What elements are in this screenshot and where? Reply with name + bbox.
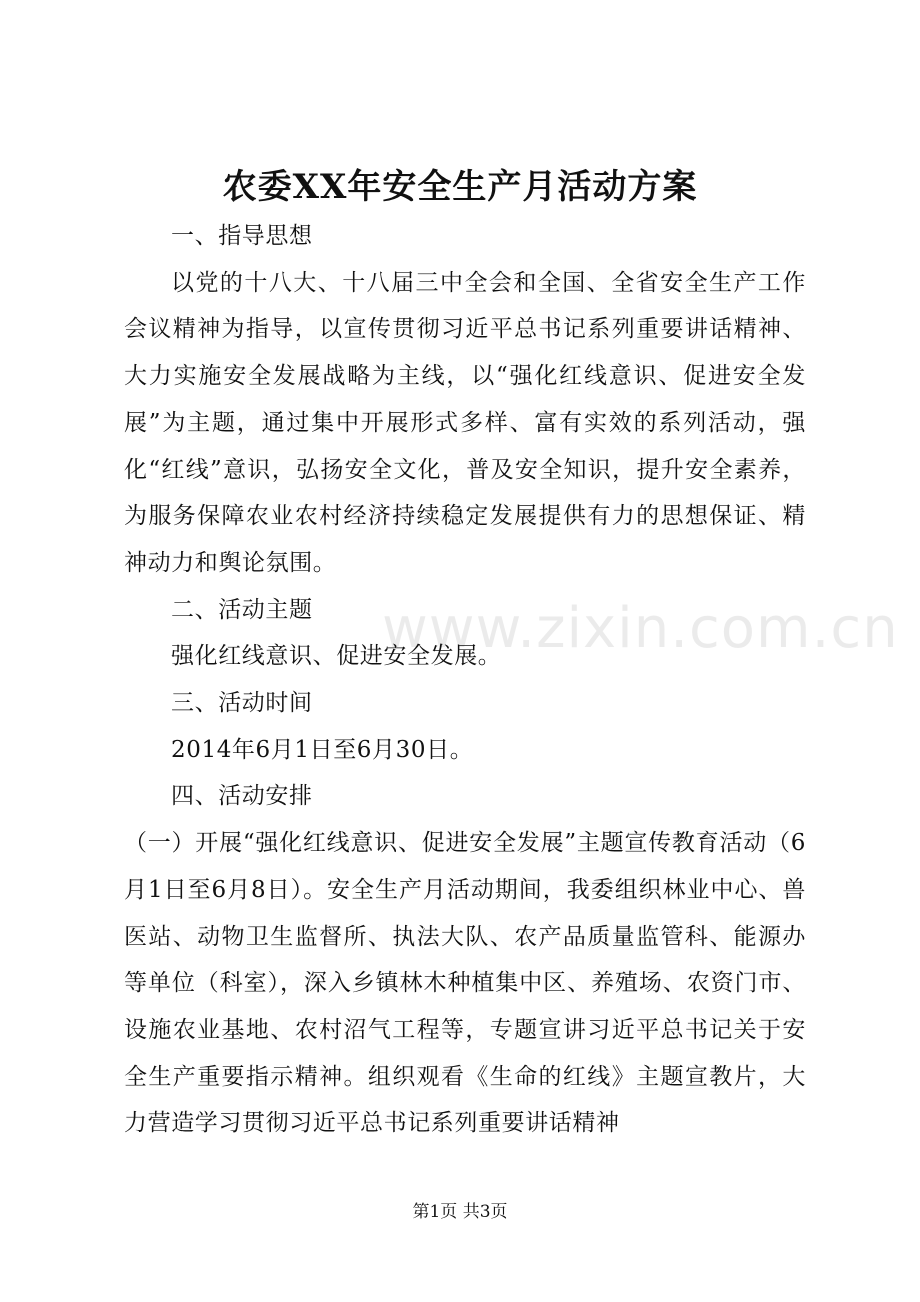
- paragraph-activity-theme: 强化红线意识、促进安全发展。: [171, 643, 502, 670]
- document-title: 农委XX年安全生产月活动方案: [222, 167, 698, 207]
- paragraph-activity-time: 2014年6月1日至6月30日。: [171, 736, 474, 763]
- section-heading-activity-theme: 二、活动主题: [171, 596, 313, 623]
- section-heading-guiding-ideology: 一、指导思想: [171, 223, 313, 249]
- section-heading-activity-time: 三、活动时间: [171, 690, 313, 717]
- paragraph-guiding-ideology: 以党的十八大、十八届三中全会和全国、全省安全生产工作会议精神为指导，以宣传贯彻习近平总书记系列重要讲话精神、大力实施安全发展战略为主线，以“强化红线意识、促进安全发展”为主题，通过集中开展形式多样、富有实效的系列活动，强化“红线”意识，弘扬安全文化，普及安全知识，提升安全素养，为服务保障农业农村经济持续稳定发展提供有力的思想保证、精神动力和舆论氛围。: [124, 269, 806, 576]
- page-footer: 第1页 共3页: [412, 1202, 508, 1222]
- document-body: [124, 213, 806, 1147]
- paragraph-activity-arrangement-1: （一）开展“强化红线意识、促进安全发展”主题宣传教育活动（6月1日至6月8日）。安全生产月活动期间，我委组织林业中心、兽医站、动物卫生监督所、执法大队、农产品质量监管科、能源办等单位（科室），深入乡镇林木种植集中区、养殖场、农资门市、设施农业基地、农村沼气工程等，专题宣讲习近平总书记关于安全生产重要指示精神。组织观看《生命的红线》主题宣教片，大力营造学习贯彻习近平总书记系列重要讲话精神: [124, 830, 806, 1137]
- section-heading-activity-arrangement: 四、活动安排: [171, 783, 313, 810]
- watermark: www.zixin.com.cn: [382, 596, 899, 661]
